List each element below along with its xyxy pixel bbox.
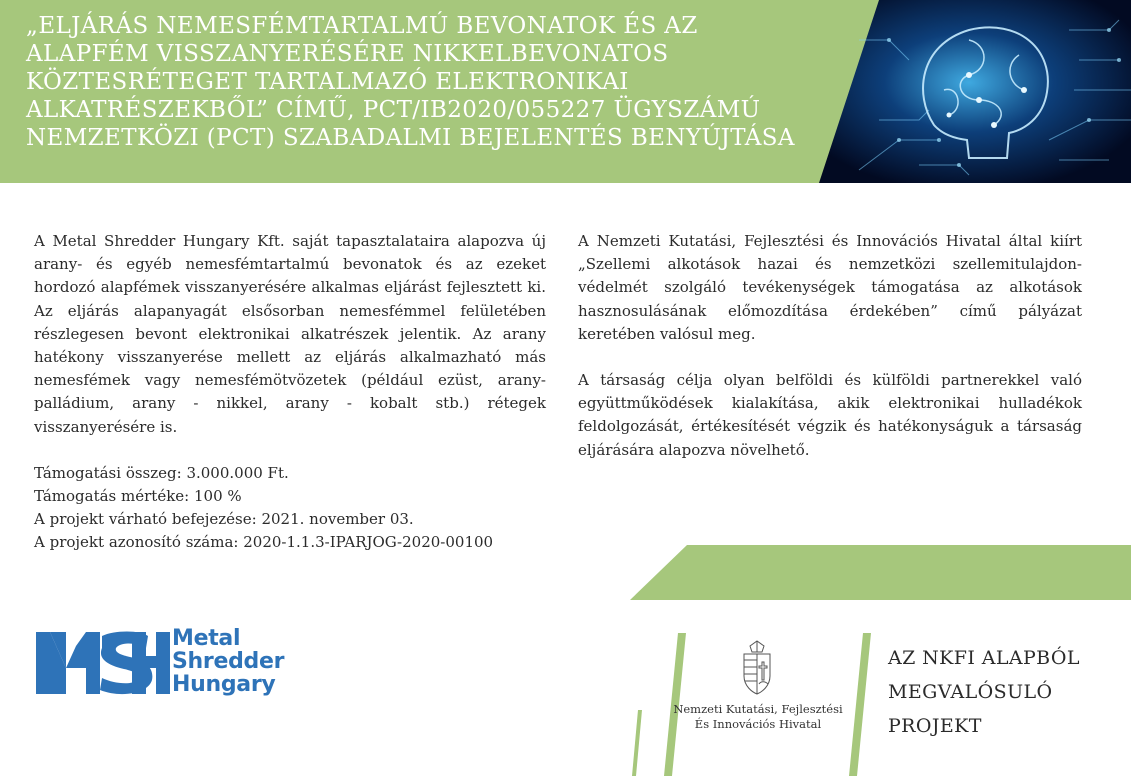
- project-tag: [888, 641, 1080, 743]
- nkfih-name-line-2: És Innovációs Hivatal: [694, 717, 822, 731]
- nkfih-name: [660, 702, 856, 732]
- header-banner: [0, 0, 1131, 183]
- msh-logo-line-hungary: Hungary: [172, 672, 276, 697]
- goal-paragraph: A társaság célja olyan belföldi és külföldi partnerekkel való együttműködések kialakítása, akik elektronikai hulladékok feldolgozását, értékesítését végzik és hatékonyságuk a társaság eljárására alapozva növelhető.: [578, 371, 1082, 459]
- header-title: „ELJÁRÁS NEMESFÉMTARTALMÚ BEVONATOK ÉS AZ ALAPFÉM VISSZANYERÉSÉRE NIKKELBEVONATOS KÖZTESRÉTEGET TARTALMAZÓ ELEKTRONIKAI ALKATRÉSZEKBŐL” CÍMŰ, PCT/IB2020/055227 ÜGYSZÁMÚ NEMZETKÖZI (PCT) SZABADALMI BEJELENTÉS BENYÚJTÁSA: [26, 13, 795, 151]
- project-tag-line-1: AZ NKFI ALAPBÓL: [888, 647, 1080, 669]
- ai-brain-circuit-image: [819, 0, 1131, 183]
- intro-paragraph: A Metal Shredder Hungary Kft. saját tapasztalataira alapozva új arany- és egyéb nemesfémtartalmú bevonatok és az ezeket hordozó alapfémek visszanyerésére alkalmas eljárást fejlesztett ki. Az eljárás alapanyagát elsősorban nemesfémmel felületében részlegesen bevont elektronikai alkatrészek jelentik. Az arany hatékony visszanyerése mellett az eljárás alkalmazható más nemesfémek vagy nemesfémötvözetek (például ezüst, arany-palládium, arany - nikkel, arany - kobalt stb.) rétegek visszanyerésére is.: [34, 232, 546, 436]
- msh-logo-line-metal: Metal: [172, 626, 241, 651]
- left-column: [34, 230, 546, 555]
- project-facts: [34, 462, 546, 555]
- funding-paragraph: A Nemzeti Kutatási, Fejlesztési és Innovációs Hivatal által kiírt „Szellemi alkotások hazai és nemzetközi szellemitulajdon-védelmét szolgáló tevékenységek támogatása az alkotások hasznosulásának előmozdítása érdekében” című pályázat keretében valósul meg.: [578, 232, 1082, 343]
- fact-funding-amount: Támogatási összeg: 3.000.000 Ft.: [34, 463, 289, 482]
- right-column: [578, 230, 1082, 462]
- fact-completion-date: A projekt várható befejezése: 2021. november 03.: [34, 510, 414, 529]
- msh-logo-line-shredder: Shredder: [172, 649, 285, 674]
- hungarian-coat-of-arms-icon: [740, 640, 774, 696]
- project-tag-line-3: PROJEKT: [888, 715, 982, 737]
- nkfih-name-line-1: Nemzeti Kutatási, Fejlesztési: [673, 702, 843, 716]
- msh-logo-wordmark: [172, 627, 284, 696]
- fact-project-id: A projekt azonosító száma: 2020-1.1.3-IPARJOG-2020-00100: [34, 533, 494, 552]
- project-tag-line-2: MEGVALÓSULÓ: [888, 681, 1053, 703]
- fact-funding-rate: Támogatás mértéke: 100 %: [34, 487, 242, 506]
